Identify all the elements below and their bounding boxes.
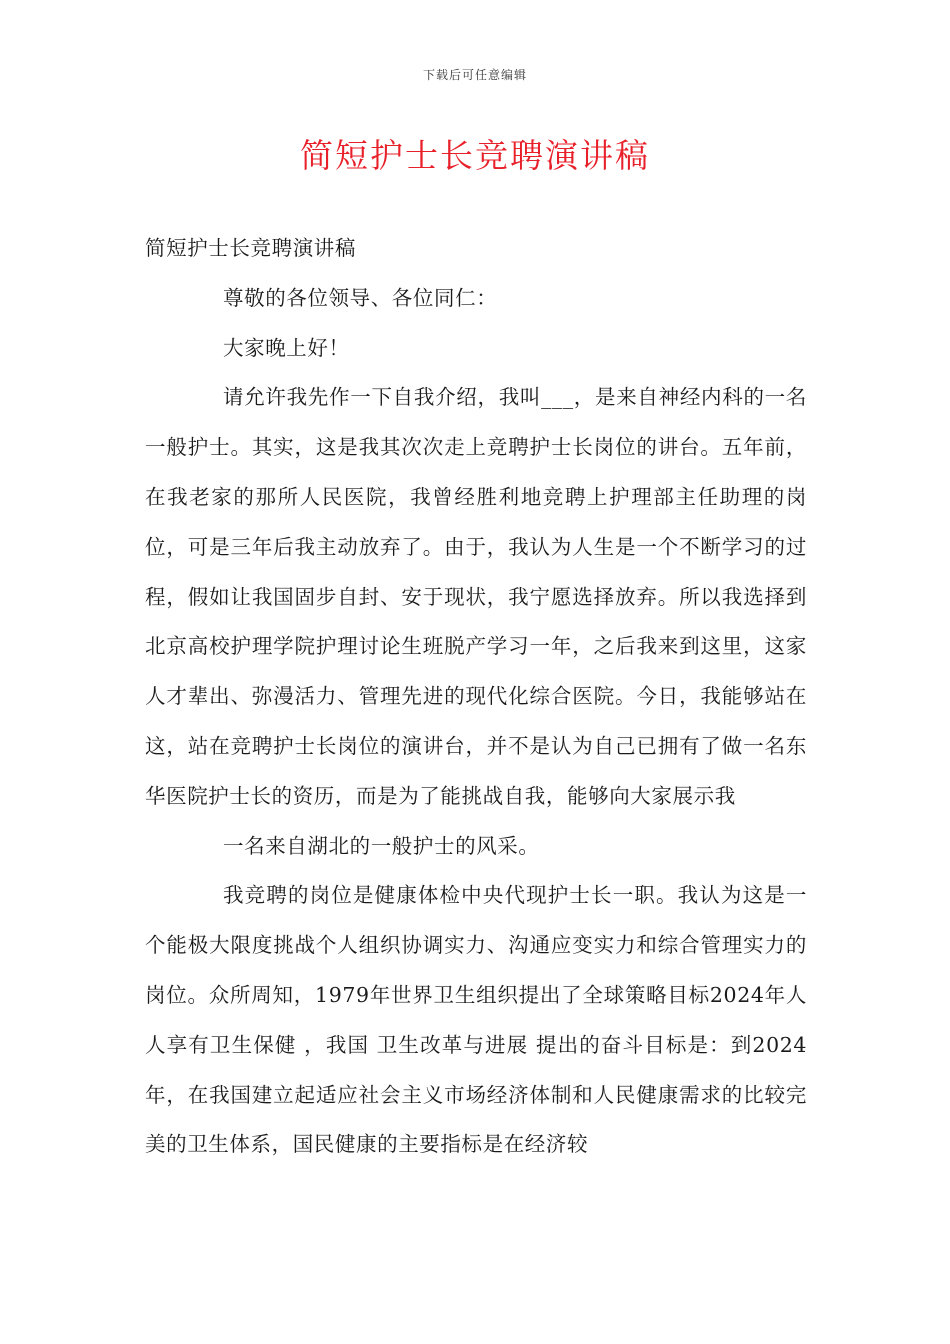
paragraph-position: 我竞聘的岗位是健康体检中央代现护士长一职。我认为这是一个能极大限度挑战个人组织协调实力、沟通应变实力和综合管理实力的岗位。众所周知，1979年世界卫生组织提出了全球策略目标2024年人人享有卫生保健 ，我国 卫生改革与进展 提出的奋斗目标是：到2024年，在我国建立起适应社会主义市场经济体制和人民健康需求的比较完美的卫生体系，国民健康的主要指标是在经济较 bbox=[145, 883, 807, 1157]
document-title: 简短护士长竞聘演讲稿 bbox=[300, 136, 650, 175]
paragraph-salutation: 尊敬的各位领导、各位同仁： bbox=[223, 285, 498, 310]
paragraph-greeting: 大家晚上好！ bbox=[223, 335, 350, 360]
header-note: 下载后可任意编辑 bbox=[422, 68, 527, 82]
paragraph-continuation: 一名来自湖北的一般护士的风采。 bbox=[223, 833, 540, 858]
paragraph-subtitle: 简短护士长竞聘演讲稿 bbox=[145, 236, 356, 260]
paragraph-introduction: 请允许我先作一下自我介绍，我叫___，是来自神经内科的一名一般护士。其实，这是我其次次走上竞聘护士长岗位的讲台。五年前，在我老家的那所人民医院，我曾经胜利地竞聘上护理部主任助理的岗位，可是三年后我主动放弃了。由于，我认为人生是一个不断学习的过程，假如让我国固步自封、安于现状，我宁愿选择放弃。所以我选择到北京高校护理学院护理讨论生班脱产学习一年，之后我来到这里，这家人才辈出、弥漫活力、管理先进的现代化综合医院。今日，我能够站在这，站在竞聘护士长岗位的演讲台，并不是认为自己已拥有了做一名东华医院护士长的资历，而是为了能挑战自我，能够向大家展示我 bbox=[145, 385, 807, 808]
document-body bbox=[145, 224, 807, 1170]
